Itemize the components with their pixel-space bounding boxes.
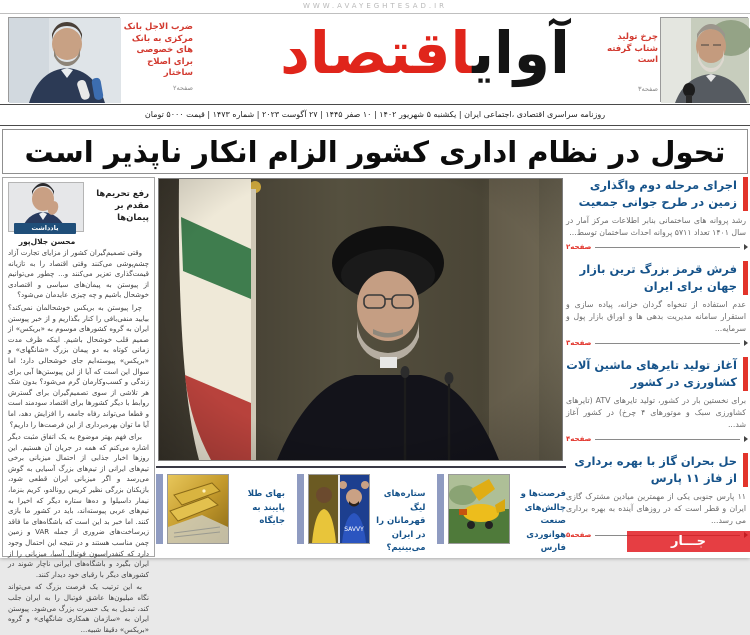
divider [0, 125, 750, 126]
main-headline-box [2, 129, 748, 174]
news-item-page: صفحه۲ [566, 243, 592, 251]
news-item [566, 453, 748, 540]
labor-minister-photo-art [661, 18, 749, 103]
teaser-photo-economy-minister [8, 17, 120, 102]
strip-item-aviation [437, 474, 566, 558]
bottom-strip [156, 474, 566, 558]
main-headline: تحول در نظام اداری کشور الزام انکار ناپذیر است [24, 134, 726, 169]
page-rule [595, 439, 740, 440]
news-item-pagerow [566, 434, 748, 444]
page-rule [595, 343, 740, 344]
note-kicker-badge: یادداشت [14, 223, 76, 234]
news-item-body: عدم استفاده از تنخواه گردان خزانه، پیاده سازی و استقرار سامانه مدیریت بدهی ها و اوراق بازار پول و سرمایه... [566, 300, 746, 333]
aviation-photo [448, 474, 510, 544]
date-line: روزنامه سراسری اقتصادی ،اجتماعی ایران | یکشنبه ۵ شهریور ۱۴۰۲ | ۱۰ صفر ۱۴۴۵ | ۲۷ آگوست ۲۰۲۳ | شماره ۱۴۷۳ | قیمت ۵۰۰۰ تومان [144, 110, 606, 119]
teaser-right-page: صفحه۳ [638, 84, 658, 93]
news-item-title: فرش قرمز بزرگ ترین بازار جهان برای ایران [566, 261, 748, 295]
masthead-word-red: اقتصاد [280, 19, 473, 87]
strip-item-title: فرصت‌ها و چالش‌های صنعت هوانوردی فارس [520, 489, 566, 553]
note-body [8, 248, 149, 635]
strip-item-gold [156, 474, 285, 558]
note-header [8, 182, 149, 248]
economy-minister-photo-art [9, 18, 121, 103]
news-item-body: ۱۱ پارس جنوبی یکی از مهمترین میادین مشترک گازی ایران و قطر است که در روزهای آینده به بهره برداری می رسد... [566, 492, 746, 525]
president-photo-art [159, 179, 562, 460]
football-stars-photo-art [309, 475, 369, 543]
teaser-photo-labor-minister [660, 17, 748, 102]
teaser-right [604, 32, 658, 93]
news-item [566, 261, 748, 348]
note-column [2, 177, 155, 634]
divider [156, 466, 566, 468]
news-item-page: صفحه۳ [566, 339, 592, 347]
jaaar-watermark: جـــار [627, 531, 750, 552]
news-item-title: آغاز تولید تایرهای ماشین آلات کشاورزی در کشور [566, 357, 748, 391]
note-paragraph: وقتی تصمیم‌گیران کشور از مزایای تجارت آزاد چشم‌پوشی می‌کنند وقتی اقتصاد را به تازیانه قیمت‌گذاری تعزیر می‌کنند و... چطور می‌توانیم از پیوستن به پیمان‌های سیاسی و اقتصادی خوشحال باشیم و چه چیزی عایدمان می‌شود؟ [8, 249, 149, 300]
note-paragraph: چرا پیوستن به بریکس خوشحالمان نمی‌کند؟ بیایید منفی‌بافی را کنار بگذاریم و از خبر پیوستن ایران به گروه کشورهای موسوم به «بریکس» از صمیم قلب خوشحال باشیم. اینکه ظرف مدت زمانی کوتاه به دو پیمان بزرگ «شانگهای» و «بریکس» پیوسته‌ایم جای خوشحالی دارد؛ اما سوال این است که آیا از این پیوستن‌ها آبی برای زندگی و کسب‌وکارمان گرم می‌شود؟ بدون شک هر تلاشی از سوی تصمیم‌گیران برای گسترش روابط با دیگر کشورها برای اقتصاد سودمند است و قطعا می‌تواند رفاه جامعه را افزایش دهد، اما آیا ما توان بهره‌برداری از این فرصت‌ها را داریم؟ [8, 303, 149, 429]
note-author: محسن جلال‌پور [18, 237, 76, 246]
note-paragraph: به این ترتیب یک فرصت بزرگ که می‌تواند نگاه میلیون‌ها عاشق فوتبال را به ایران جلب کند، تبدیل به یک حسرت بزرگ می‌شود. پیوستن ایران به «سازمان همکاری شانگهای» و گروه «بریکس» دقیقا شبیه... [8, 583, 149, 634]
note-paragraph: برای فهم بهتر موضوع به یک اتفاق مثبت دیگر اشاره می‌کنم که همه در جریان آن هستیم. این روزها اخبار جذابی از احتمال میزبانی برخی تیم‌های ایرانی از تیم‌های بزرگ آسیایی به گوش می‌رسد و اگر میزبانی ایران قطعی شود، بازیکنان بزرگی نظیر کریس رونالدو، کریم بنزما، نیمار داسیلوا و ده‌ها ستاره دیگر که اخیرا به تیم‌های عربی پیوسته‌اند، باید در کشور ما بازی کنند. اما خبر بد این است که باشگاه‌های ما فاقد زیرساخت‌های ضروری از جمله VAR و زمین چمن مناسب هستند و در نتیجه این احتمال وجود دارد که کنفدراسیون فوتبال آسیا، میزبانی را از ایران بگیرد و باشگاه‌های ایرانی ناچار شوند در کشورهای دیگر با رقبای خود دیدار کنند. [8, 433, 149, 579]
arrow-right-icon [744, 340, 748, 346]
main-photo-president [158, 178, 563, 461]
news-item-body: رشد پروانه های ساختمانی بنابر اطلاعات مرکز آمار در سال ۱۴۰۱ تعداد ۵۷۱۱ پروانه احداث ساختمان توسط... [566, 216, 746, 237]
teaser-left [121, 22, 193, 92]
jersey-text: SAVVY [343, 526, 364, 533]
masthead-word-black: آوای [472, 19, 570, 87]
masthead [230, 10, 620, 96]
page-rule [595, 247, 740, 248]
right-news-column [566, 177, 748, 549]
news-item-pagerow [566, 338, 748, 348]
strip-bar [156, 474, 163, 544]
news-item-title: حل بحران گاز با بهره برداری از فاز ۱۱ پارس [566, 453, 748, 487]
arrow-right-icon [744, 244, 748, 250]
news-item [566, 177, 748, 252]
aviation-photo-art [449, 475, 509, 543]
gold-photo-art [168, 475, 228, 543]
strip-bar [437, 474, 444, 544]
strip-bar [297, 474, 304, 544]
gold-photo [167, 474, 229, 544]
strip-item-title: بهای طلا پایبند به جایگاه [247, 489, 285, 526]
arrow-right-icon [744, 436, 748, 442]
strip-item-title: ستاره‌های لیگ قهرمانان را در ایران می‌بینیم؟ [376, 489, 426, 553]
site-url: WWW.AVAYEGHTESAD.IR [302, 2, 448, 10]
teaser-right-title: چرخ تولید شتاب گرفته است [607, 32, 658, 65]
news-item-title: اجرای مرحله دوم واگذاری زمین در طرح جوانی جمعیت [566, 177, 748, 211]
news-item [566, 357, 748, 444]
football-stars-photo [308, 474, 370, 544]
news-item-pagerow [566, 242, 748, 252]
news-item-body: برای نخستین بار در کشور، تولید تایرهای ATV (تایرهای کشاورزی سبک و موتورهای ۴ چرخ) در کشور آغاز شد... [566, 396, 746, 429]
news-item-page: صفحه۵ [566, 531, 592, 539]
news-item-page: صفحه۴ [566, 435, 592, 443]
strip-item-football [297, 474, 426, 558]
teaser-left-title: ضرب الاجل بانک مرکزی به بانک های خصوصی برای اصلاح ساختار [123, 22, 193, 78]
teaser-left-page: صفحه۲ [173, 83, 193, 92]
note-title: رفع تحریم‌ها مقدم بر پیمان‌ها [96, 189, 149, 223]
